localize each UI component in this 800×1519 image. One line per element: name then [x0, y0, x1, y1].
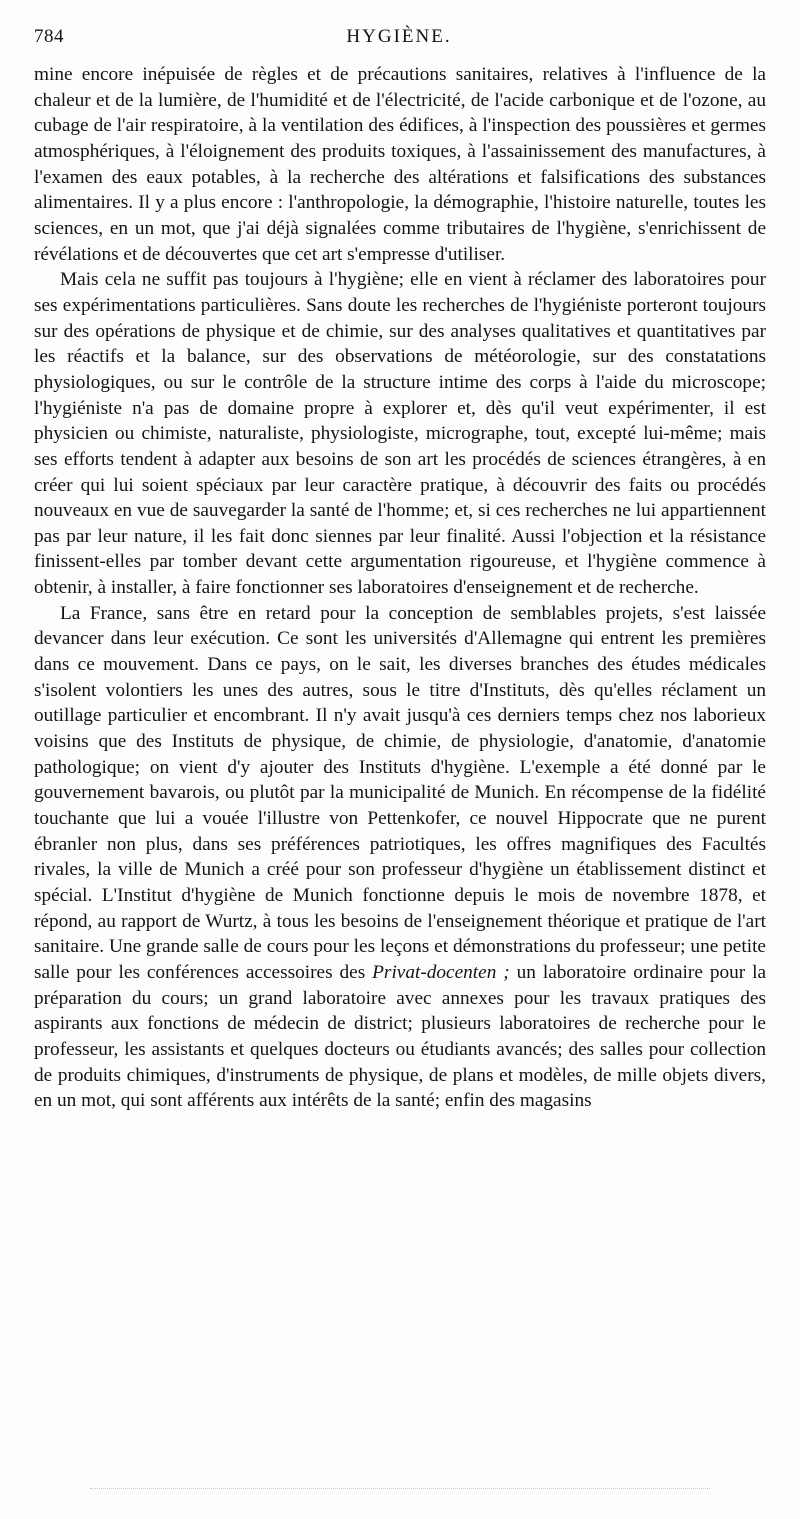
page-number: 784: [34, 26, 64, 47]
paragraph-continuation: mine encore inépuisée de règles et de précautions sanitaires, relatives à l'influence de la chaleur et de la lumière, de l'humidité et de l'électricité, de l'acide carbonique et de l'ozone, au cubage de l'air respiratoire, à la ventilation des édifices, à l'inspection des poussières et germes atmosphériques, à l'éloignement des produits toxiques, à l'assainissement des manufactures, à l'examen des eaux potables, à la recherche des altérations et falsifications des substances alimentaires. Il y a plus encore : l'anthropologie, la démographie, l'histoire naturelle, toutes les sciences, en un mot, que j'ai déjà signalées comme tributaires de l'hygiène, s'enrichissent de révélations et de découvertes que cet art s'empresse d'utiliser.: [34, 64, 766, 265]
paragraph-france-germany: [34, 601, 766, 1114]
paragraph-text-part: La France, sans être en retard pour la conception de semblables projets, s'est laissée devancer dans leur exécution. Ce sont les universités d'Allemagne qui entrent les premières dans ce mouvement. Dans ce pays, on le sait, les diverses branches des études médicales s'isolent volontiers les unes des autres, sous le titre d'Instituts, dès qu'elles réclament un outillage particulier et encombrant. Il n'y avait jusqu'à ces derniers temps chez nos laborieux voisins que des Instituts de physique, de chimie, de physiologie, d'anatomie, d'anatomie pathologique; on vient d'y ajouter des Instituts d'hygiène. L'exemple a été donné par le gouvernement bavarois, ou plutôt par la municipalité de Munich. En récompense de la fidélité touchante que lui a vouée l'illustre von Pettenkofer, ce nouvel Hippocrate que ne purent ébranler non plus, dans ses préférences patriotiques, les offres magnifiques des Facultés rivales, la ville de Munich a créé pour son professeur d'hygiène un établissement distinct et spécial. L'Institut d'hygiène de Munich fonctionne depuis le mois de novembre 1878, et répond, au rapport de Wurtz, à tous les besoins de l'enseignement théorique et pratique de l'art sanitaire. Une grande salle de cours pour les leçons et démonstrations du professeur; une petite salle pour les conférences accessoires des: [34, 602, 766, 983]
paragraph-laboratories: Mais cela ne suffit pas toujours à l'hygiène; elle en vient à réclamer des laboratoires pour ses expérimentations particulières. Sans doute les recherches de l'hygiéniste porteront toujours sur des opérations de physique et de chimie, sur des analyses qualitatives et quantitatives par les réactifs et la balance, sur des observations de météorologie, sur des constatations physiologiques, ou sur le contrôle de la structure intime des corps à l'aide du microscope; l'hygiéniste n'a pas de domaine propre à explorer et, dès qu'il veut expérimenter, il est physicien ou chimiste, naturaliste, physiologiste, micrographe, tout, excepté lui-même; mais ses efforts tendent à adapter aux besoins de son art les procédés de sciences étrangères, à en créer qui lui soient spéciaux par leur caractère pratique, à découvrir des faits ou procédés nouveaux en vue de sauvegarder la santé de l'homme; et, si ces recherches ne lui appartiennent pas par leur nature, il les fait donc siennes par leur finalité. Aussi l'objection et la résistance finissent-elles par tomber devant cette argumentation rigoureuse, et l'hygiène commence à obtenir, à installer, à faire fonctionner ses laboratoires d'enseignement et de recherche.: [34, 269, 766, 599]
paragraph-text-part: un laboratoire ordinaire pour la préparation du cours; un grand laboratoire avec annexes pour les travaux pratiques des aspirants aux fonctions de médecin de district; plusieurs laboratoires de recherche pour le professeur, les assistants et quelques docteurs ou étudiants avancés; des salles pour collection de produits chimiques, d'instruments de physique, de plans et modèles, de mille objets divers, en un mot, qui sont afférents aux intérêts de la santé; enfin des magasins: [34, 961, 767, 1112]
body-text: [34, 62, 766, 1114]
running-head: [34, 26, 764, 54]
footer-rule: [90, 1488, 710, 1489]
italic-term: Privat-docenten ;: [372, 961, 510, 983]
running-title: HYGIÈNE.: [346, 26, 452, 47]
